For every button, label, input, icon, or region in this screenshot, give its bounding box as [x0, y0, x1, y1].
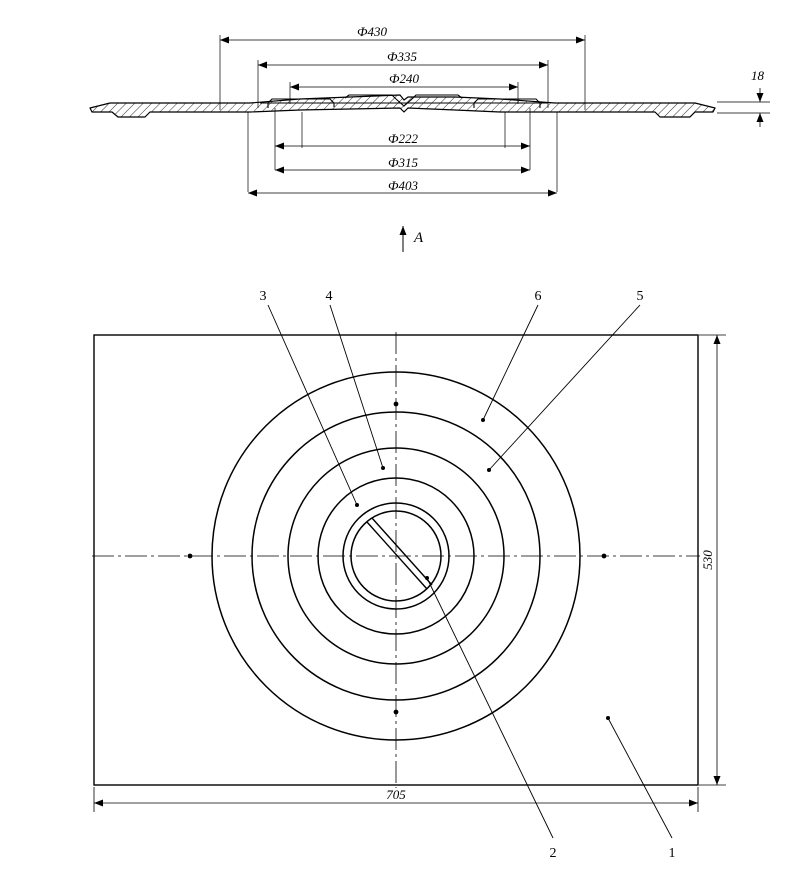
dim-label-phi315: Ф315 [388, 155, 418, 170]
center-bar [367, 518, 432, 589]
callout-label-3: 3 [259, 289, 267, 304]
dim-label-phi222: Ф222 [388, 131, 418, 146]
dim-label-phi403: Ф403 [388, 178, 418, 193]
callout-label-4: 4 [325, 289, 333, 304]
dim-thickness [717, 88, 770, 127]
dim-label-705: 705 [386, 787, 406, 802]
callout-label-2: 2 [549, 846, 557, 861]
plan-view [92, 289, 726, 861]
dim-label-phi240: Ф240 [389, 71, 419, 86]
callout-label-5: 5 [636, 289, 644, 304]
dim-label-530: 530 [700, 550, 715, 570]
callout-label-6: 6 [534, 289, 542, 304]
section-plate-outline [90, 95, 715, 117]
leader-4 [330, 305, 383, 468]
dim-label-phi335: Ф335 [387, 49, 417, 64]
dim-label-thickness: 18 [751, 68, 764, 83]
leader-1 [608, 718, 672, 838]
view-label-a: A [414, 230, 424, 246]
leader-2 [427, 578, 553, 838]
leader-5 [489, 305, 640, 470]
section-view [90, 24, 770, 252]
leader-6 [483, 305, 538, 420]
dim-label-phi430: Ф430 [357, 24, 387, 39]
callout-label-1: 1 [668, 846, 676, 861]
